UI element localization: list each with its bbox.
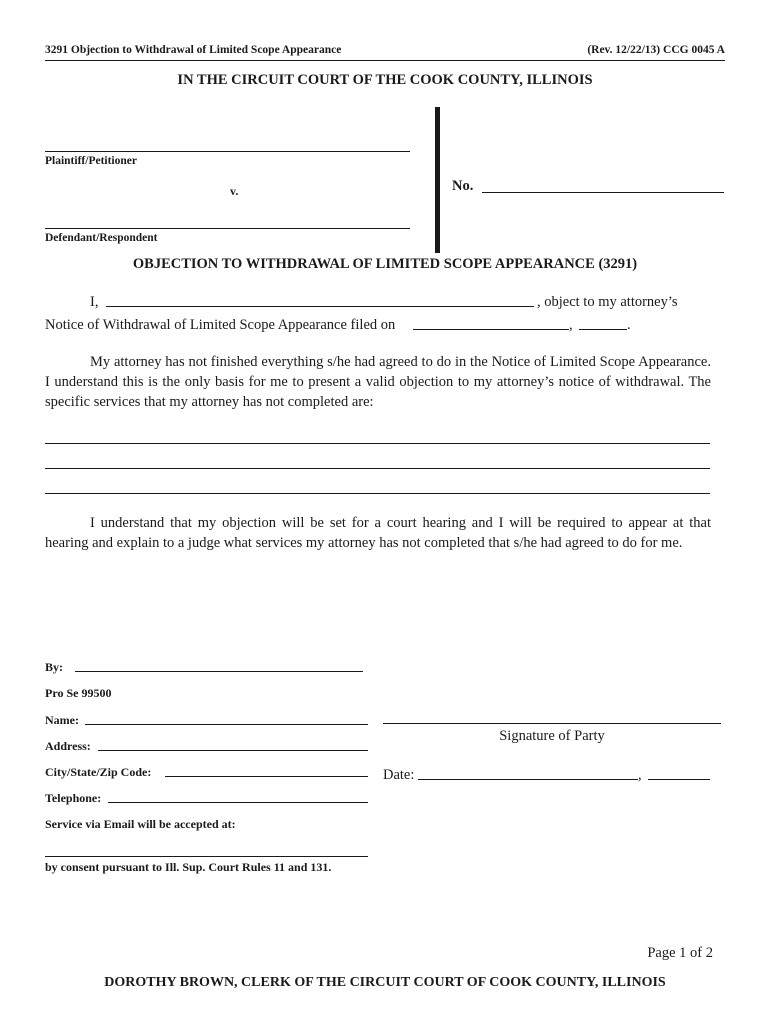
services-line-3-input[interactable]: [45, 477, 710, 494]
signature-date-input[interactable]: [418, 763, 638, 780]
court-heading: IN THE CIRCUIT COURT OF THE COOK COUNTY, ILLINOIS: [177, 72, 593, 88]
notice-filed-year-input[interactable]: [579, 313, 627, 330]
versus-label: v.: [230, 184, 239, 198]
plaintiff-label: Plaintiff/Petitioner: [45, 155, 137, 167]
address-label: Address:: [45, 739, 91, 753]
defendant-input[interactable]: [45, 212, 410, 229]
address-input[interactable]: [98, 734, 368, 751]
services-line-1-input[interactable]: [45, 427, 710, 444]
by-input[interactable]: [75, 655, 363, 672]
clerk-footer: DOROTHY BROWN, CLERK OF THE CIRCUIT COURT OF COOK COUNTY, ILLINOIS: [104, 975, 666, 990]
form-revision: (Rev. 12/22/13) CCG 0045 A: [587, 44, 725, 56]
document-title: OBJECTION TO WITHDRAWAL OF LIMITED SCOPE APPEARANCE (3291): [132, 256, 638, 272]
paragraph-basis: My attorney has not finished everything s/he had agreed to do in the Notice of Limited Scope Appearance. I understand this is the only basis for me to present a valid objection to my attorney’s notice of withdrawal. The specific services that my attorney has not completed are:: [45, 354, 711, 410]
statement-i-label: I,: [90, 294, 99, 310]
statement-comma: ,: [569, 317, 573, 333]
by-label: By:: [45, 660, 63, 674]
party-name-input[interactable]: [106, 290, 534, 307]
header-rule: [45, 60, 725, 61]
plaintiff-input[interactable]: [45, 135, 410, 152]
statement-period: .: [627, 317, 631, 333]
paragraph-hearing: I understand that my objection will be set for a court hearing and I will be required to appear at that hearing and explain to a judge what services my attorney has not completed that s/he had agreed to do for me.: [45, 515, 711, 551]
pro-se-label: Pro Se 99500: [45, 686, 112, 700]
date-comma: ,: [638, 767, 642, 783]
case-number-input[interactable]: [482, 176, 724, 193]
signature-input[interactable]: [383, 707, 721, 724]
email-input[interactable]: [45, 840, 368, 857]
name-input[interactable]: [85, 708, 368, 725]
signature-label: Signature of Party: [499, 728, 605, 744]
caption-divider: [435, 107, 440, 253]
signature-year-input[interactable]: [648, 763, 710, 780]
date-label: Date:: [383, 767, 415, 783]
city-state-zip-label: City/State/Zip Code:: [45, 765, 152, 779]
notice-filed-date-input[interactable]: [413, 313, 569, 330]
telephone-input[interactable]: [108, 786, 368, 803]
case-no-label: No.: [452, 178, 474, 194]
city-state-zip-input[interactable]: [165, 760, 368, 777]
email-service-label: Service via Email will be accepted at:: [45, 817, 236, 831]
consent-text: by consent pursuant to Ill. Sup. Court Rules 11 and 131.: [45, 860, 332, 874]
page-number: Page 1 of 2: [647, 945, 713, 961]
statement-object-text: , object to my attorney’s: [537, 294, 678, 310]
name-label: Name:: [45, 713, 79, 727]
statement-notice-text: Notice of Withdrawal of Limited Scope Appearance filed on: [45, 317, 396, 333]
form-title: 3291 Objection to Withdrawal of Limited Scope Appearance: [45, 44, 342, 56]
defendant-label: Defendant/Respondent: [45, 232, 158, 244]
services-line-2-input[interactable]: [45, 452, 710, 469]
telephone-label: Telephone:: [45, 791, 102, 805]
